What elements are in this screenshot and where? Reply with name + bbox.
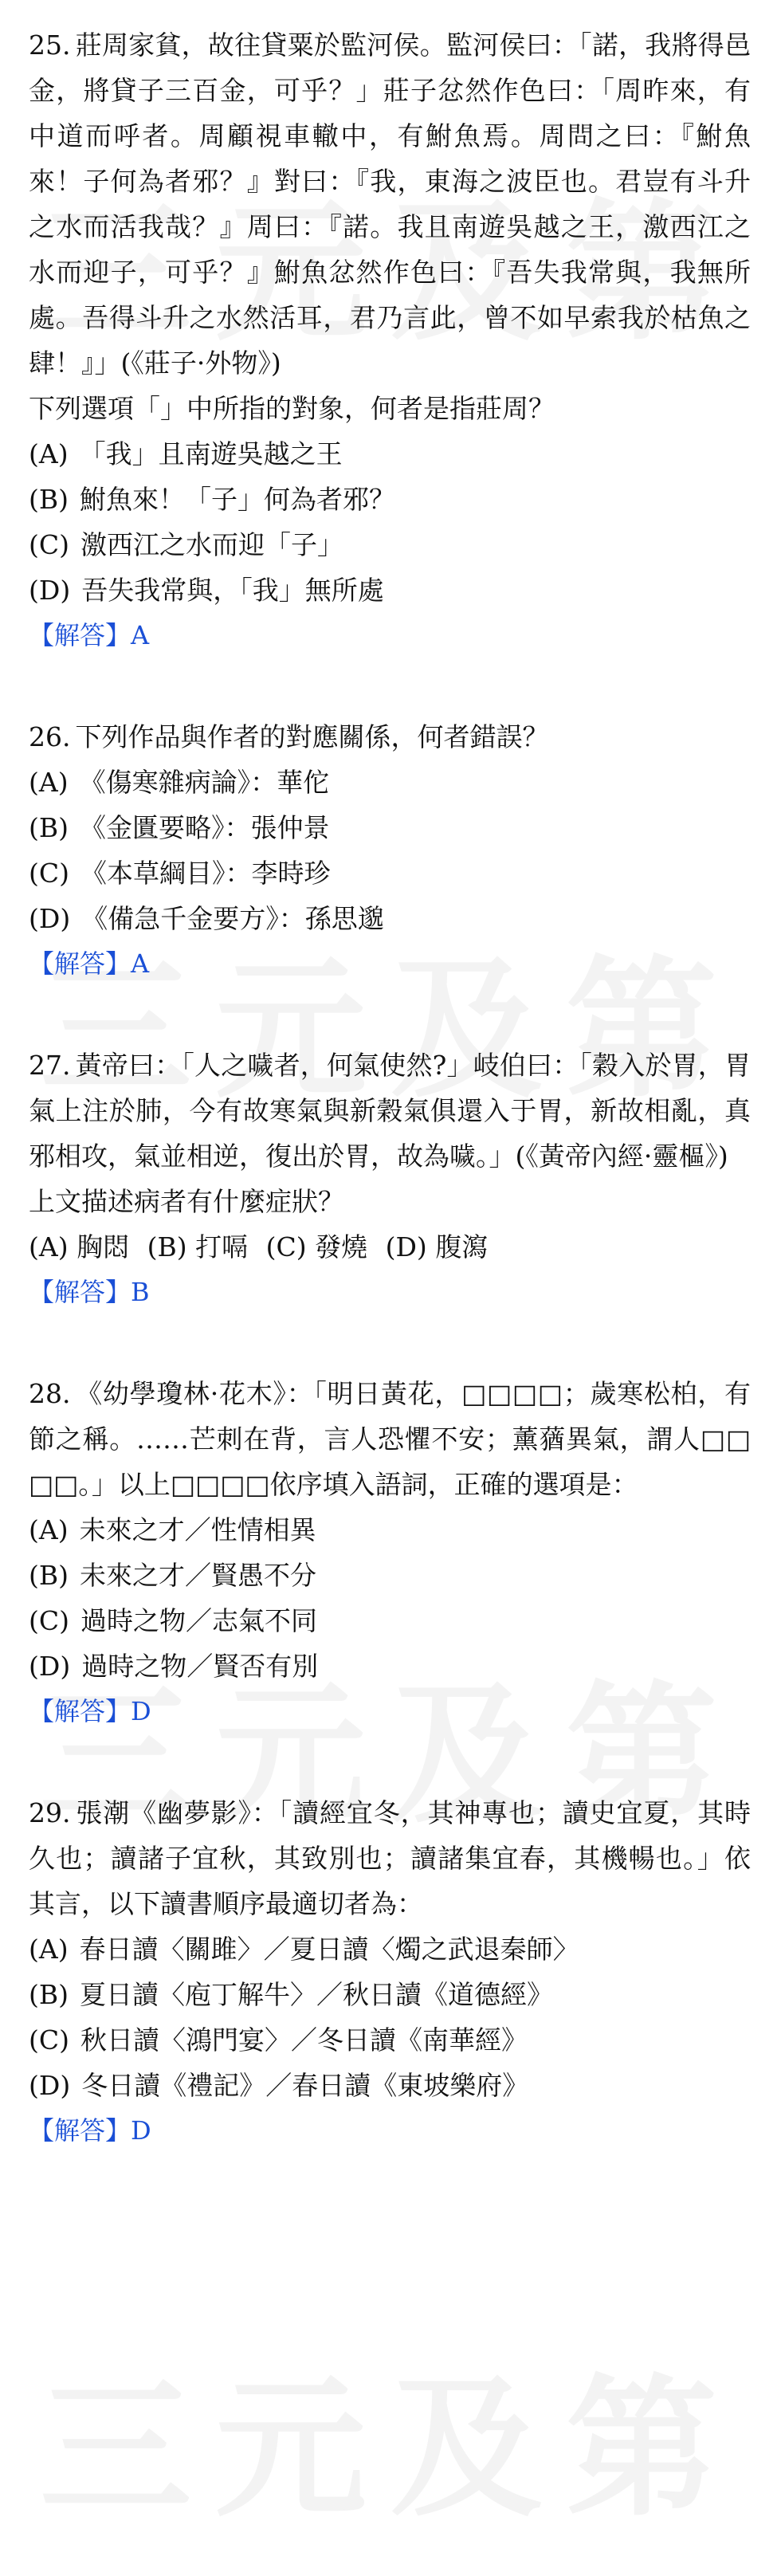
option-a <box>29 1231 129 1262</box>
option-label: (A) <box>29 1934 69 1965</box>
question-number: 28. <box>29 1378 71 1409</box>
option-b <box>29 1972 751 2017</box>
option-c <box>29 522 751 567</box>
option-label: (C) <box>265 1231 307 1262</box>
question-29 <box>29 1790 751 2154</box>
option-c <box>29 850 751 896</box>
question-text <box>29 1371 751 1507</box>
answer-label: 【解答】D <box>29 1696 151 1726</box>
question-number: 26. <box>29 721 71 752</box>
option-text: 發燒 <box>315 1231 368 1262</box>
question-text <box>29 22 751 386</box>
option-a <box>29 431 751 477</box>
option-d <box>29 896 751 941</box>
option-b <box>29 805 751 850</box>
option-list <box>29 1224 751 1270</box>
question-26 <box>29 714 751 987</box>
option-d <box>29 567 751 613</box>
option-label: (B) <box>147 1231 187 1262</box>
option-d <box>29 1643 751 1689</box>
question-text <box>29 1790 751 1926</box>
option-text: 吾失我常與，「我」無所處 <box>81 575 384 606</box>
option-text: 秋日讀〈鴻門宴〉／冬日讀《南華經》 <box>80 2024 528 2056</box>
option-label: (B) <box>29 484 69 515</box>
watermark <box>0 2327 781 2545</box>
option-text: 夏日讀〈庖丁解牛〉／秋日讀《道德經》 <box>80 1979 553 2010</box>
option-label: (D) <box>385 1231 427 1262</box>
exam-page <box>29 22 751 2209</box>
option-c <box>29 1598 751 1643</box>
option-text: 胸悶 <box>77 1231 130 1262</box>
question-25 <box>29 22 751 658</box>
question-number: 25. <box>29 29 71 61</box>
option-label: (C) <box>29 529 69 560</box>
option-a <box>29 1507 751 1553</box>
option-label: (B) <box>29 1979 69 2010</box>
option-text: 未來之才／性情相異 <box>79 1514 316 1545</box>
answer-label: 【解答】B <box>29 1277 150 1307</box>
option-list <box>29 760 751 941</box>
question-body: 黃帝曰：「人之噦者，何氣使然?」岐伯曰：「穀入於胃，胃氣上注於肺，今有故寒氣與新穀氣俱還入于胃，新故相亂，真邪相攻，氣並相逆，復出於胃，故為噦。」(《黃帝內經·靈樞》) <box>29 1050 751 1172</box>
option-c <box>266 1231 368 1262</box>
option-c <box>29 2017 751 2063</box>
option-a <box>29 1926 751 1972</box>
option-d <box>386 1231 489 1262</box>
question-body: 下列作品與作者的對應關係，何者錯誤？ <box>75 721 549 752</box>
option-text: 過時之物／賢否有別 <box>81 1651 319 1682</box>
question-body: 莊周家貧，故往貸粟於監河侯。監河侯曰：「諾，我將得邑金，將貸子三百金，可乎？」莊子忿然作色曰：「周昨來，有中道而呼者。周顧視車轍中，有鮒魚焉。周問之曰：『鮒魚來！子何為者邪？』對曰：『我，東海之波臣也。君豈有斗升之水而活我哉？』周曰：『諾。我且南遊吳越之王，激西江之水而迎子，可乎？』鮒魚忿然作色曰：『吾失我常與，我無所處。吾得斗升之水然活耳，君乃言此，曾不如早索我於枯魚之肆！』」(《莊子·外物》) <box>29 29 751 379</box>
option-label: (B) <box>29 812 69 843</box>
option-text: 《本草綱目》：李時珍 <box>80 858 331 889</box>
option-text: 《備急千金要方》：孫思邈 <box>81 903 384 934</box>
option-label: (A) <box>29 767 69 798</box>
option-text: 《金匱要略》：張仲景 <box>80 812 330 843</box>
question-28 <box>29 1371 751 1734</box>
answer-label: 【解答】D <box>29 2115 151 2146</box>
option-text: 「我」且南遊吳越之王 <box>79 438 343 469</box>
option-list <box>29 1926 751 2108</box>
option-text: 激西江之水而迎「子」 <box>80 529 343 560</box>
option-a <box>29 760 751 805</box>
question-number: 29. <box>29 1797 71 1828</box>
option-text: 腹瀉 <box>435 1231 489 1262</box>
question-number: 27. <box>29 1050 71 1081</box>
question-27 <box>29 1043 751 1315</box>
option-label: (C) <box>29 2024 69 2056</box>
option-text: 過時之物／志氣不同 <box>80 1605 317 1636</box>
answer-label: 【解答】A <box>29 948 150 979</box>
option-text: 春日讀〈關雎〉／夏日讀〈燭之武退秦師〉 <box>79 1934 579 1965</box>
question-prompt: 上文描述病者有什麼症狀？ <box>29 1186 344 1217</box>
option-text: 鮒魚來！「子」何為者邪？ <box>80 484 395 515</box>
option-text: 冬日讀《禮記》／春日讀《東坡樂府》 <box>81 2070 529 2101</box>
option-label: (D) <box>29 575 71 606</box>
option-label: (B) <box>29 1560 69 1591</box>
option-text: 未來之才／賢愚不分 <box>80 1560 316 1591</box>
option-text: 打嗝 <box>195 1231 249 1262</box>
option-label: (A) <box>29 438 69 469</box>
option-d <box>29 2063 751 2108</box>
option-label: (A) <box>29 1231 69 1262</box>
option-b <box>29 1553 751 1598</box>
option-b <box>147 1231 249 1262</box>
question-text <box>29 714 751 760</box>
option-list <box>29 1507 751 1689</box>
option-label: (C) <box>29 1605 69 1636</box>
option-list <box>29 431 751 613</box>
question-body: 張潮《幽夢影》：「讀經宜冬，其神專也；讀史宜夏，其時久也；讀諸子宜秋，其致別也；讀諸集宜春，其機暢也。」依其言，以下讀書順序最適切者為： <box>29 1797 751 1919</box>
question-body: 《幼學瓊林·花木》：「明日黃花，□□□□；歲寒松柏，有節之稱。……芒刺在背，言人恐懼不安；薰蕕異氣，謂人□□□□。」以上□□□□依序填入語詞，正確的選項是： <box>29 1378 751 1500</box>
option-label: (A) <box>29 1514 69 1545</box>
question-prompt: 下列選項「」中所指的對象，何者是指莊周？ <box>29 393 555 424</box>
option-b <box>29 477 751 522</box>
option-label: (D) <box>29 1651 71 1682</box>
question-text <box>29 1043 751 1179</box>
answer-label: 【解答】A <box>29 620 150 650</box>
option-text: 《傷寒雜病論》：華佗 <box>79 767 330 798</box>
option-label: (D) <box>29 2070 71 2101</box>
option-label: (D) <box>29 903 71 934</box>
option-label: (C) <box>29 858 69 889</box>
